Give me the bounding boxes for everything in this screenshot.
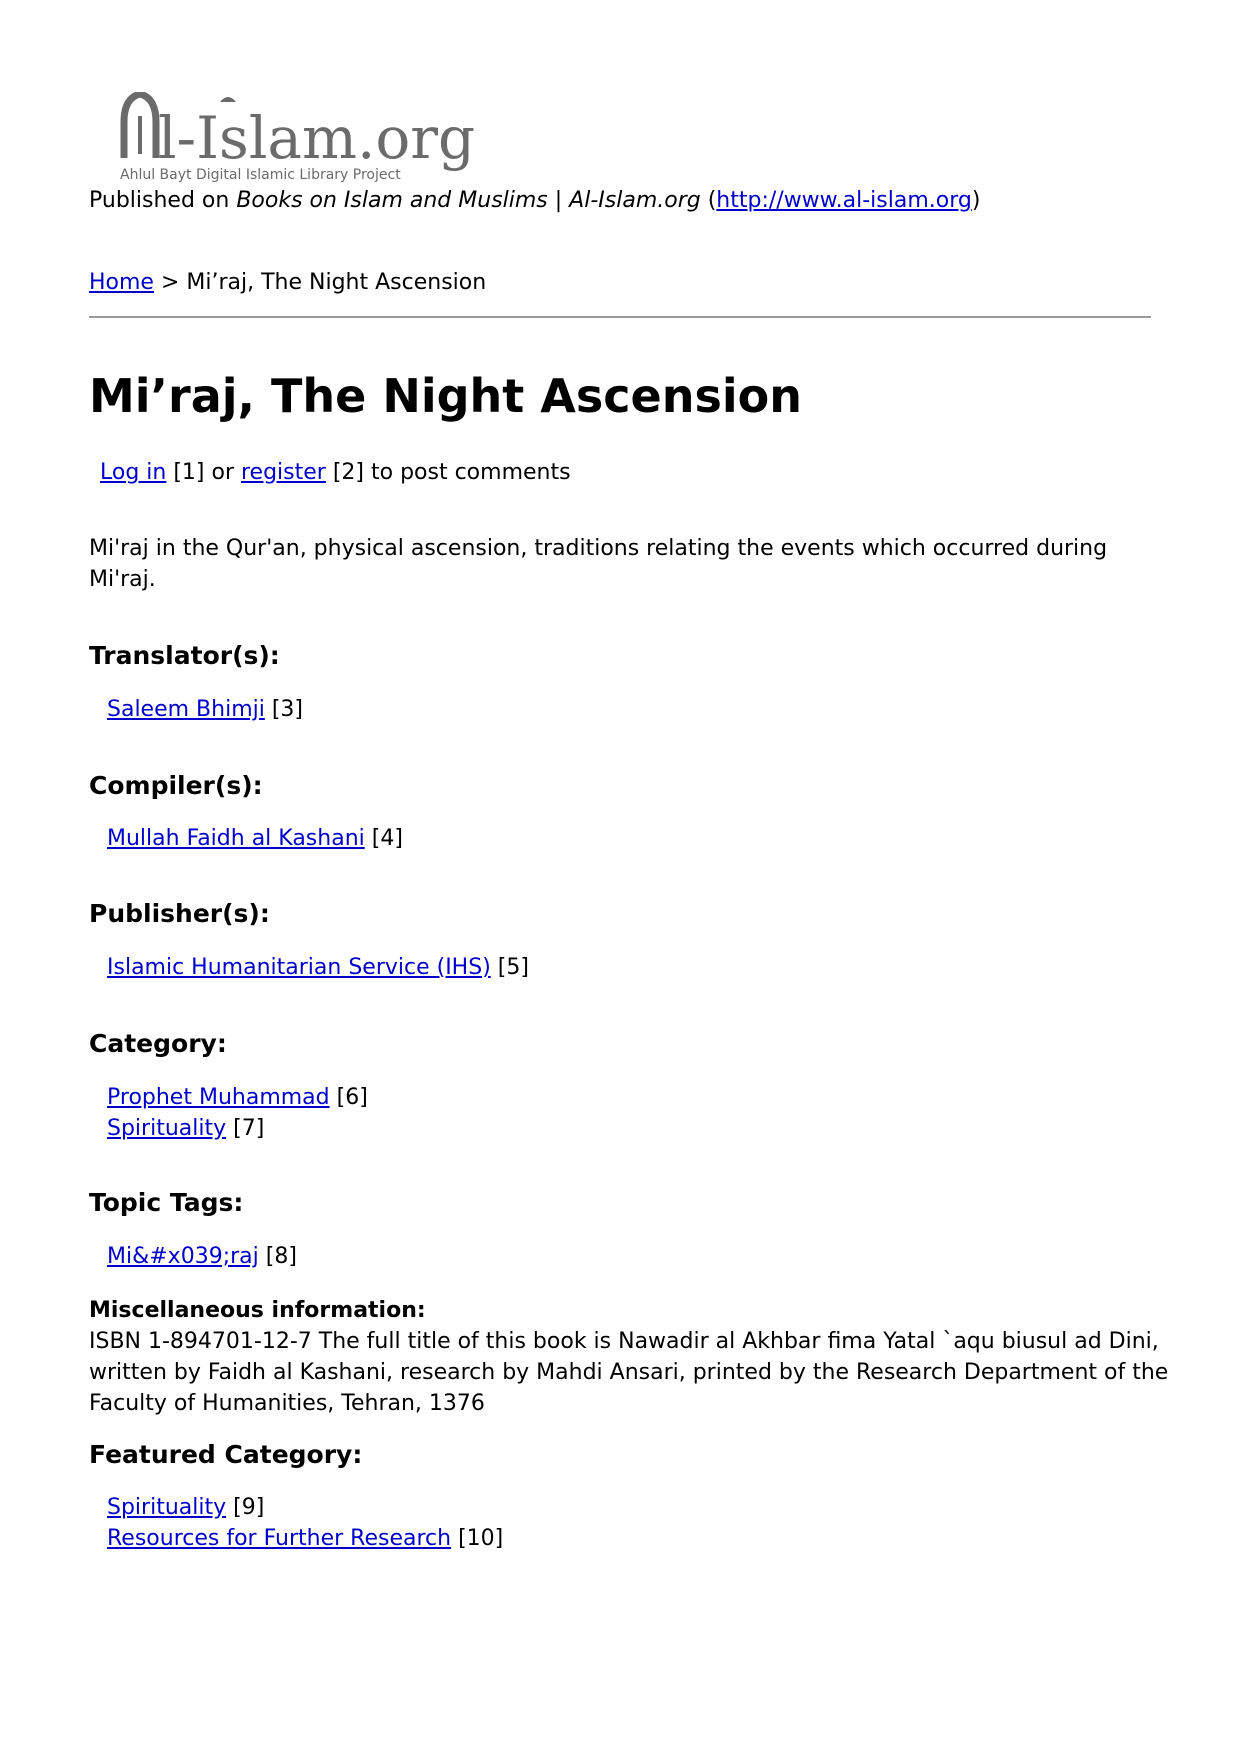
ref-number: [6]: [329, 1085, 368, 1110]
translators-heading: Translator(s):: [89, 641, 280, 670]
category-heading: Category:: [89, 1029, 227, 1058]
featured-heading: Featured Category:: [89, 1440, 363, 1469]
page-title: Mi’raj, The Night Ascension: [89, 369, 802, 423]
list-item: [107, 694, 303, 725]
topic-tags-heading: Topic Tags:: [89, 1188, 244, 1217]
comments-prompt: [100, 458, 571, 488]
translators-list: [107, 694, 303, 725]
published-line: [89, 186, 980, 216]
list-item: [107, 952, 529, 983]
divider: [89, 316, 1151, 318]
compiler-link[interactable]: Mullah Faidh al Kashani: [107, 826, 365, 851]
category-link[interactable]: Prophet Muhammad: [107, 1085, 330, 1110]
login-ref: [1] or: [166, 460, 241, 485]
logo-mark: [118, 92, 478, 182]
breadcrumb: [89, 268, 486, 298]
logo-tagline: Ahlul Bayt Digital Islamic Library Project: [120, 167, 401, 182]
list-item: [107, 1523, 503, 1554]
list-item: [107, 823, 403, 854]
list-item: [107, 1241, 297, 1272]
list-item: [107, 1082, 368, 1113]
ref-number: [7]: [226, 1116, 265, 1141]
misc-heading: Miscellaneous information:: [89, 1298, 426, 1323]
publisher-link[interactable]: Islamic Humanitarian Service (IHS): [107, 955, 491, 980]
topic-tag-link[interactable]: Mi&#x039;raj: [107, 1244, 259, 1269]
site-name: Books on Islam and Muslims | Al-Islam.org: [236, 188, 701, 213]
misc-body: ISBN 1-894701-12-7 The full title of this book is Nawadir al Akhbar fima Yatal `aqu biusul ad Dini, written by Faidh al Kashani, research by Mahdi Ansari, printed by the Research Department of the Faculty of Humanities, Tehran, 1376: [89, 1329, 1169, 1416]
ref-number: [3]: [264, 697, 304, 722]
ref-number: [10]: [451, 1526, 504, 1551]
site-url-link[interactable]: http://www.al-islam.org: [716, 188, 972, 213]
publishers-heading: Publisher(s):: [89, 899, 270, 928]
ref-number: [9]: [226, 1495, 265, 1520]
site-logo: [118, 92, 478, 182]
published-prefix: Published on: [89, 188, 237, 213]
paren-close: ): [971, 188, 981, 213]
category-link[interactable]: Spirituality: [107, 1116, 227, 1141]
register-link[interactable]: register: [241, 460, 326, 485]
featured-link[interactable]: Resources for Further Research: [107, 1526, 452, 1551]
publishers-list: [107, 952, 529, 983]
category-list: [107, 1082, 368, 1144]
list-item: [107, 1492, 503, 1523]
compilers-heading: Compiler(s):: [89, 771, 263, 800]
paren-open: (: [700, 188, 717, 213]
breadcrumb-current: Mi’raj, The Night Ascension: [186, 270, 487, 295]
compilers-list: [107, 823, 403, 854]
featured-list: [107, 1492, 503, 1554]
register-ref: [2] to post comments: [325, 460, 571, 485]
translator-link[interactable]: Saleem Bhimji: [107, 697, 265, 722]
ref-number: [4]: [364, 826, 403, 851]
list-item: [107, 1113, 368, 1144]
featured-link[interactable]: Spirituality: [107, 1495, 227, 1520]
book-summary: Mi'raj in the Qur'an, physical ascension, traditions relating the events which occurred during Mi'raj.: [89, 536, 1108, 592]
ref-number: [8]: [258, 1244, 297, 1269]
topic-tags-list: [107, 1241, 297, 1272]
breadcrumb-home-link[interactable]: Home: [89, 270, 154, 295]
logo-wordmark: l-Islam.org: [158, 104, 476, 172]
ref-number: [5]: [490, 955, 529, 980]
breadcrumb-separator: >: [153, 270, 187, 295]
login-link[interactable]: Log in: [100, 460, 167, 485]
